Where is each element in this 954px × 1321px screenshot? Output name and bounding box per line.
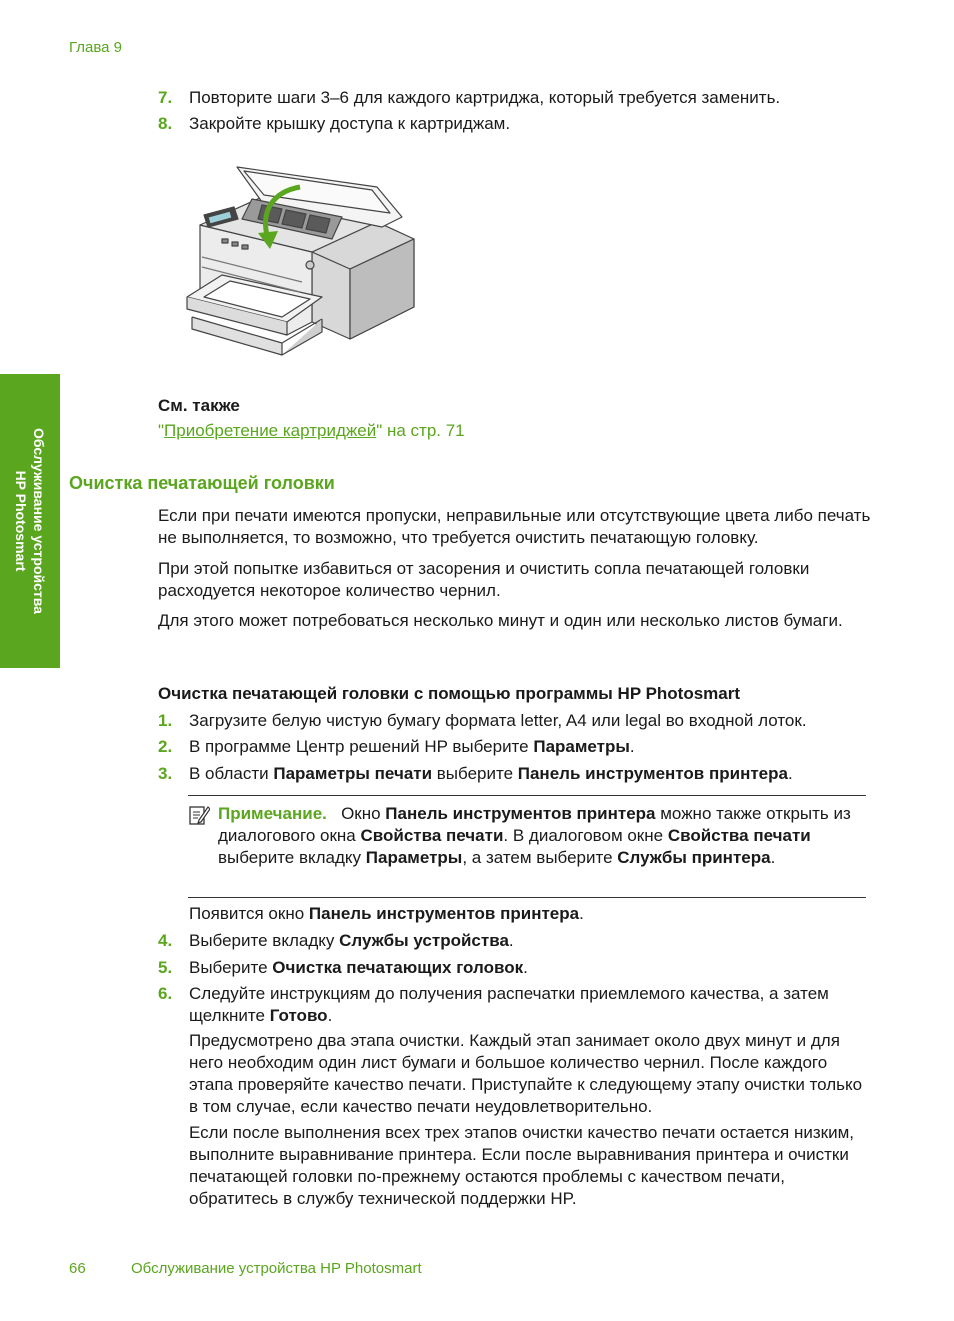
body-text: Появится окно — [189, 904, 309, 923]
ui-term: Службы устройства — [339, 931, 509, 950]
see-also-reference — [158, 420, 465, 442]
side-tab-line1: Обслуживание устройства — [31, 428, 47, 614]
ui-term: Очистка печатающих головок — [272, 958, 524, 977]
page-number: 66 — [69, 1260, 86, 1277]
step-text-part: . — [327, 1006, 333, 1025]
ui-term: Панель инструментов принтера — [517, 764, 788, 783]
section-paragraph-3: Для этого может потребоваться несколько минут и один или несколько листов бумаги. — [158, 611, 843, 630]
footer-title: Обслуживание устройства HP Photosmart — [131, 1260, 422, 1277]
step-text — [189, 983, 878, 1027]
step-number: 1. — [158, 711, 173, 730]
step-number: 8. — [158, 114, 173, 133]
cartridge-purchase-link[interactable]: Приобретение картриджей — [164, 421, 377, 440]
step-text — [189, 736, 878, 758]
note-text: , а затем выберите — [462, 848, 618, 867]
window-appears-text — [189, 903, 869, 925]
step-7 — [158, 87, 878, 109]
step-text: Закройте крышку доступа к картриджам. — [189, 114, 511, 133]
support-paragraph: Если после выполнения всех трех этапов очистки качество печати остается низким, выполните выравнивание принтера. Если после выравнивания принтера и очистки печатающей головки по-прежнему остаются проблемы с качеством печати, обратитесь в службу технической поддержки HP. — [189, 1123, 854, 1208]
note-text: можно также открыть из диалогового окна — [218, 804, 851, 845]
step-8 — [158, 113, 878, 135]
ui-term: Параметры печати — [273, 764, 433, 783]
ui-term: Готово — [269, 1006, 328, 1025]
step-text: Загрузите белую чистую бумагу формата letter, A4 или legal во входной лоток. — [189, 711, 807, 730]
side-tab-label — [12, 428, 48, 614]
step-number: 6. — [158, 984, 173, 1003]
step-number: 4. — [158, 931, 173, 950]
note-text: . — [770, 848, 776, 867]
step-text-part: выберите — [432, 764, 518, 783]
step-text-part: Выберите вкладку — [189, 931, 340, 950]
step-2 — [158, 736, 878, 758]
ui-term: Службы принтера — [617, 848, 771, 867]
ui-term: Панель инструментов принтера — [385, 804, 656, 823]
step-number: 7. — [158, 88, 173, 107]
ui-term: Свойства печати — [360, 826, 504, 845]
step-text: Повторите шаги 3–6 для каждого картриджа, который требуется заменить. — [189, 88, 781, 107]
step-text-part: . — [508, 931, 514, 950]
note-block — [218, 803, 858, 869]
step-number: 5. — [158, 958, 173, 977]
body-text: . — [579, 904, 584, 923]
section-paragraph-1: Если при печати имеются пропуски, неправильные или отсутствующие цвета либо печать не выполняется, то возможно, что требуется очистить печатающую головку. — [158, 506, 871, 547]
note-bottom-rule — [188, 897, 866, 898]
ui-term: Свойства печати — [667, 826, 811, 845]
ui-term: Параметры — [365, 848, 463, 867]
side-tab-line2: HP Photosmart — [13, 470, 29, 572]
step-text-part: . — [629, 737, 635, 756]
step-text — [189, 763, 878, 785]
step-4 — [158, 930, 878, 952]
section-title: Очистка печатающей головки — [69, 473, 335, 493]
page-reference: " на стр. 71 — [376, 421, 465, 440]
note-label: Примечание. — [218, 804, 327, 823]
step-text-part: В программе Центр решений HP выберите — [189, 737, 534, 756]
section-paragraph-2: При этой попытке избавиться от засорения и очистить сопла печатающей головки расходуется некоторое количество чернил. — [158, 559, 810, 600]
step-text — [189, 930, 878, 952]
note-text: выберите вкладку — [218, 848, 366, 867]
step-text-part: . — [523, 958, 528, 977]
step-text-part: В области — [189, 764, 274, 783]
step-text — [189, 957, 878, 979]
step-number: 3. — [158, 764, 173, 783]
step-1 — [158, 710, 878, 732]
step-text-part: Следуйте инструкциям до получения распечатки приемлемого качества, а затем щелкните — [189, 984, 829, 1025]
step-5 — [158, 957, 878, 979]
cleaning-stages-paragraph: Предусмотрено два этапа очистки. Каждый этап занимает около двух минут и для него необходим один лист бумаги и большое количество чернил. После каждого этапа проверяйте качество печати. Приступайте к следующему этапу очистки только в том случае, если качество печати неудовлетворительно. — [189, 1031, 863, 1116]
step-number: 2. — [158, 737, 173, 756]
ui-term: Панель инструментов принтера — [308, 904, 580, 923]
step-6 — [158, 983, 878, 1027]
printer-illustration — [182, 157, 422, 367]
note-text: . В диалоговом окне — [503, 826, 668, 845]
note-text: Окно — [341, 804, 386, 823]
note-icon — [188, 804, 210, 826]
chapter-header: Глава 9 — [69, 39, 123, 56]
note-top-rule — [188, 795, 866, 796]
quote-open: " — [158, 421, 165, 440]
see-also-heading: См. также — [158, 396, 240, 415]
ui-term: Параметры — [533, 737, 630, 756]
procedure-title: Очистка печатающей головки с помощью программы HP Photosmart — [158, 684, 741, 703]
step-3 — [158, 763, 878, 785]
step-text-part: . — [787, 764, 793, 783]
step-text-part: Выберите — [189, 958, 273, 977]
